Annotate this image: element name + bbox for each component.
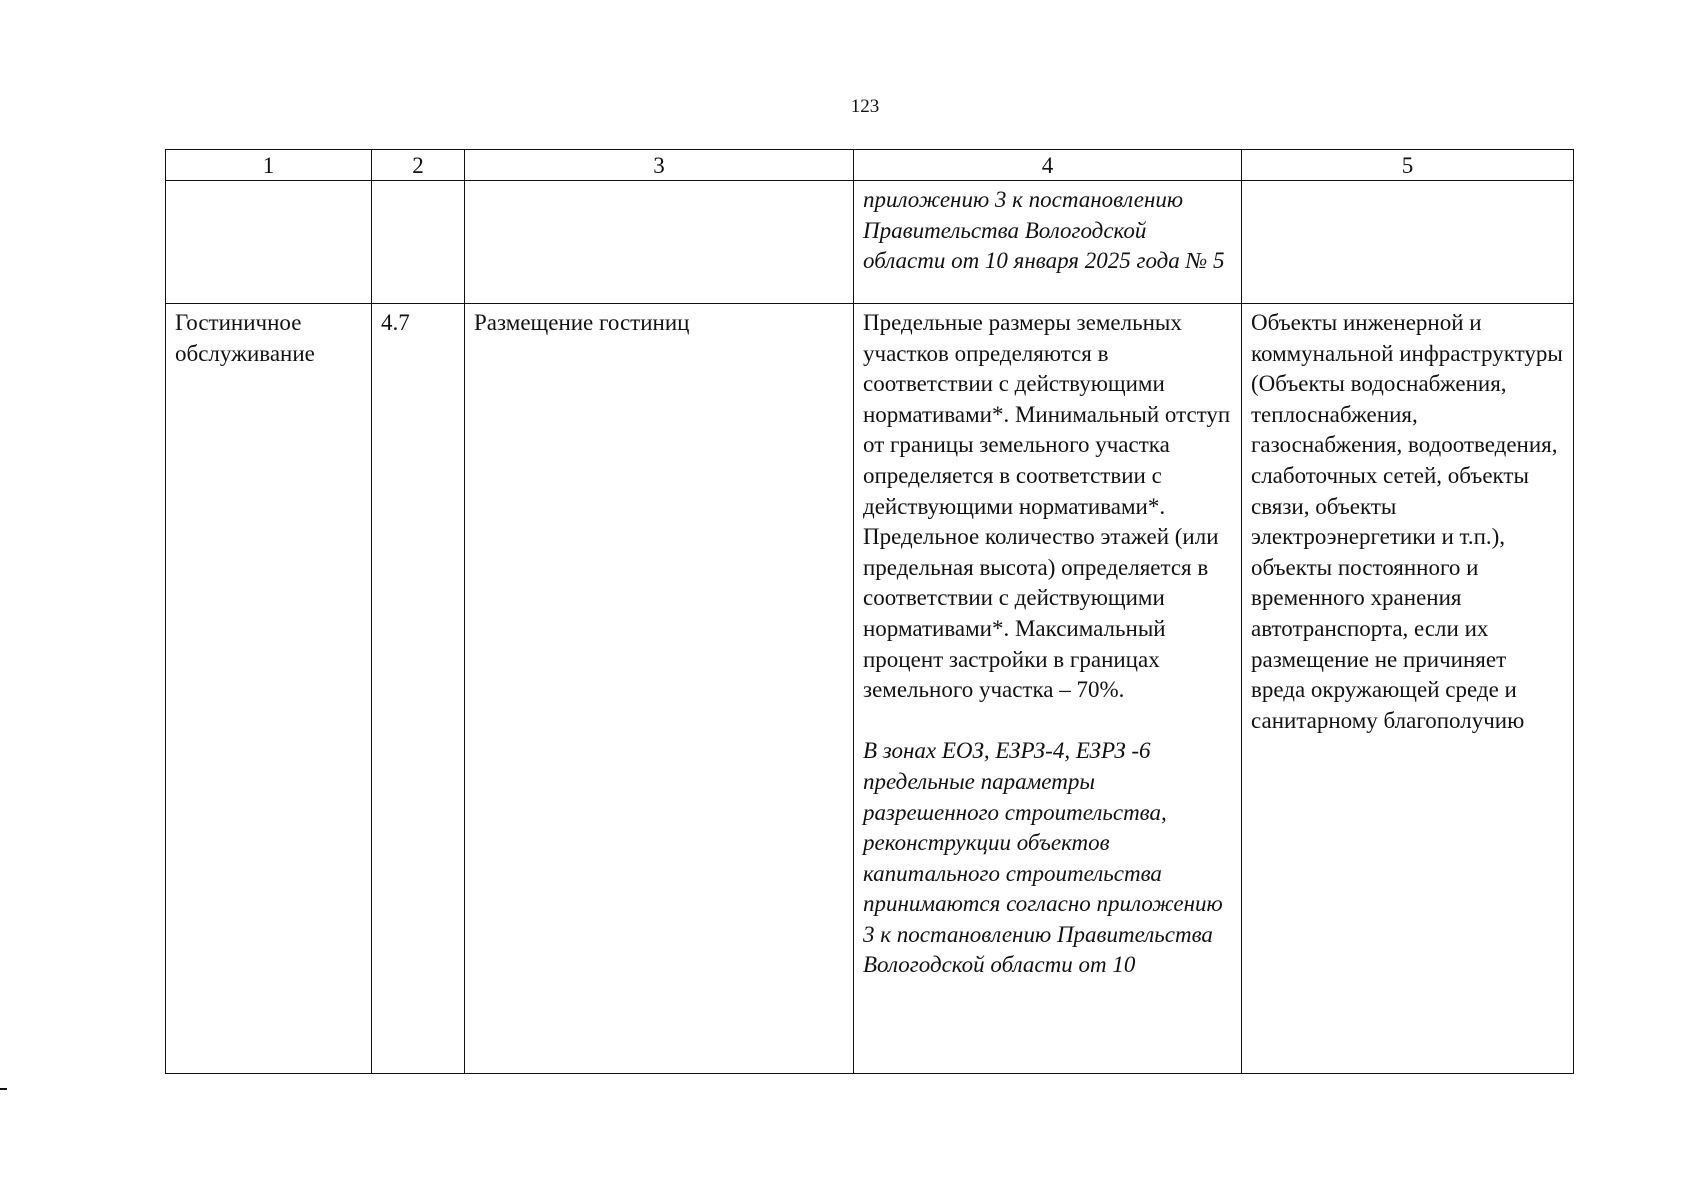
continuation-col-1 (166, 181, 372, 304)
auxiliary-uses: Объекты инженерной и коммунальной инфраструктуры (Объекты водоснабжения, теплоснабжения, газоснабжения, водоотведения, слаботочных сетей, объекты связи, объекты электроэнергетики и т.п.), объекты постоянного и временного хранения автотранспорта, если их размещение не причиняет вреда окружающей среде и санитарному благополучию (1242, 304, 1574, 1074)
continuation-col-2 (372, 181, 465, 304)
land-use-table (165, 149, 1574, 1074)
use-type-code: 4.7 (372, 304, 465, 1074)
continuation-col-5 (1242, 181, 1574, 304)
paragraph-gap (863, 706, 1232, 737)
use-description: Размещение гостиниц (465, 304, 854, 1074)
continuation-col-4-text: приложению 3 к постановлению Правительства Вологодской области от 10 января 2025 года № 5 (854, 181, 1242, 304)
margin-dash-mark (0, 1088, 7, 1090)
header-col-5: 5 (1242, 150, 1574, 181)
table-row-hotel-service (166, 304, 1574, 1074)
table-row-continuation (166, 181, 1574, 304)
header-col-4: 4 (854, 150, 1242, 181)
zone-parameters-italic-text: В зонах ЕОЗ, ЕЗРЗ-4, ЕЗРЗ -6 предельные параметры разрешенного строительства, реконструкции объектов капитального строительства принимаются согласно приложению 3 к постановлению Правительства Вологодской области от 10 (863, 738, 1223, 978)
parameters-text: Предельные размеры земельных участков определяются в соответствии с действующими нормативами*. Минимальный отступ от границы земельного участка определяется в соответствии с действующими нормативами*. Предельное количество этажей (или предельная высота) определяется в соответствии с действующими нормативами*. Максимальный процент застройки в границах земельного участка – 70%. (863, 310, 1231, 703)
header-col-1: 1 (166, 150, 372, 181)
construction-parameters (854, 304, 1242, 1074)
header-col-2: 2 (372, 150, 465, 181)
continuation-col-3 (465, 181, 854, 304)
header-col-3: 3 (465, 150, 854, 181)
table-header-row (166, 150, 1574, 181)
use-type-name: Гостиничное обслуживание (166, 304, 372, 1074)
page-number: 123 (850, 96, 880, 117)
